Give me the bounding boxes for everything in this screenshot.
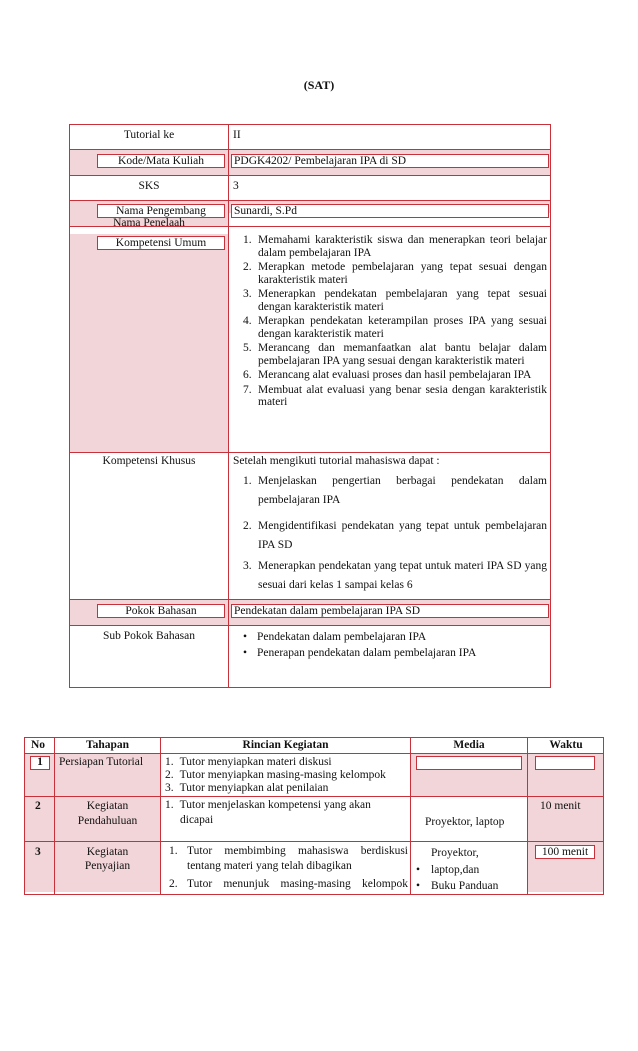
list-item: • Pendekatan dalam pembelajaran IPA [243, 631, 427, 643]
cell-box [416, 756, 522, 770]
kompetensi-umum-list [233, 234, 547, 411]
bullet-icon: • [416, 864, 421, 876]
row-divider [24, 796, 604, 797]
list-item: 1. Tutor menjelaskan kompetensi yang akan [165, 799, 371, 811]
label-sks: SKS [138, 180, 160, 192]
list-item: 7. Membuat alat evaluasi yang benar sesia dengan karakteristik materi [243, 383, 547, 408]
header-rincian-kegiatan: Rincian Kegiatan [242, 739, 329, 751]
header-media: Media [453, 739, 485, 751]
list-item: 4. Merapkan pendekatan keterampilan proses IPA yang sesuai dengan karakteristik materi [243, 315, 547, 340]
value-tutorial-ke: II [233, 129, 241, 141]
list-item: tentang materi yang telah dibagikan [187, 860, 352, 872]
row-waktu: 100 menit [535, 845, 595, 859]
row-tahapan: Persiapan Tutorial [59, 756, 144, 768]
row-divider [69, 599, 551, 600]
tutorial-info-table [69, 124, 551, 688]
row-number: 3 [35, 846, 41, 858]
label-sub-pokok-bahasan: Sub Pokok Bahasan [103, 630, 195, 642]
page-title: (SAT) [303, 78, 335, 92]
list-item: 1. Menjelaskan pengertian berbagai pendekatan dalam pembelajaran IPA [243, 475, 547, 506]
list-item: 3. Tutor menyiapkan alat penilaian [165, 782, 329, 794]
cell-box [535, 756, 595, 770]
column-divider [527, 737, 528, 895]
list-item: 6. Merancang alat evaluasi proses dan hasil pembelajaran IPA [243, 369, 532, 381]
header-no: No [31, 739, 46, 751]
label-nama-penelaah: Nama Penelaah [113, 217, 185, 229]
row-waktu: 10 menit [540, 800, 581, 812]
label-tutorial-ke: Tutorial ke [123, 129, 175, 141]
list-item: 1. Tutor membimbing mahasiswa berdiskusi [169, 845, 408, 857]
label-kompetensi-umum: Kompetensi Umum [97, 236, 225, 250]
kompetensi-khusus-intro: Setelah mengikuti tutorial mahasiswa dapat : [233, 455, 440, 467]
list-item: 2. Mengidentifikasi pendekatan yang tepat untuk pembelajaran IPA SD [243, 520, 547, 551]
list-item: 2. Merapkan metode pembelajaran yang tepat sesuai dengan karakteristik materi [243, 261, 547, 286]
bullet-icon: • [416, 880, 421, 892]
value-kode-mata-kuliah: PDGK4202/ Pembelajaran IPA di SD [231, 154, 549, 168]
column-divider [228, 124, 229, 688]
row-tahapan: Kegiatan [86, 846, 129, 858]
list-item: dicapai [180, 814, 214, 826]
bullet-icon: • [243, 647, 248, 659]
label-pokok-bahasan: Pokok Bahasan [97, 604, 225, 618]
list-item: 1. Memahami karakteristik siswa dan menerapkan teori belajar dalam pembelajaran IPA [243, 234, 547, 259]
list-item: 1. Tutor menyiapkan materi diskusi [165, 756, 332, 768]
label-kode-mata-kuliah: Kode/Mata Kuliah [97, 154, 225, 168]
row-divider [24, 841, 604, 842]
row-tahapan: Penyajian [84, 860, 131, 872]
list-item: 2. Tutor menyiapkan masing-masing kelompok [165, 769, 386, 781]
column-divider [160, 737, 161, 895]
row-divider [69, 149, 551, 150]
header-waktu: Waktu [549, 739, 583, 751]
label-kompetensi-khusus: Kompetensi Khusus [102, 455, 196, 467]
list-item: 3. Menerapkan pendekatan pembelajaran yang tepat sesuai dengan karakteristik materi [243, 288, 547, 313]
row-divider [69, 200, 551, 201]
row-tahapan: Pendahuluan [77, 815, 138, 827]
value-sks: 3 [233, 180, 239, 192]
row-number: 1 [37, 756, 43, 768]
activity-table [24, 737, 604, 895]
label-nama-pengembang: Nama Pengembang [97, 204, 225, 218]
bullet-icon: • [243, 631, 248, 643]
row-media: •Proyektor, laptop,dan [416, 847, 480, 876]
row-divider [69, 625, 551, 626]
row-media: • Buku Panduan [416, 880, 499, 892]
row-tahapan: Kegiatan [86, 800, 129, 812]
value-nama-pengembang: Sunardi, S.Pd [231, 204, 549, 218]
row-divider [24, 753, 604, 754]
list-item: 3. Menerapkan pendekatan yang tepat untuk materi IPA SD yang sesuai dari kelas 1 sampai kelas 6 [243, 560, 547, 591]
list-item: 2. Tutor menunjuk masing-masing kelompok [169, 878, 408, 890]
list-item: • Penerapan pendekatan dalam pembelajaran IPA [243, 647, 477, 659]
row-number: 2 [35, 800, 41, 812]
value-pokok-bahasan: Pendekatan dalam pembelajaran IPA SD [231, 604, 549, 618]
row-divider [69, 175, 551, 176]
header-tahapan: Tahapan [85, 739, 130, 751]
row-media: Proyektor, laptop [425, 816, 505, 828]
row-divider [69, 452, 551, 453]
list-item: 5. Merancang dan memanfaatkan alat bantu belajar dalam pembelajaran IPA yang sesuai dengan karakteristik materi [243, 342, 547, 367]
